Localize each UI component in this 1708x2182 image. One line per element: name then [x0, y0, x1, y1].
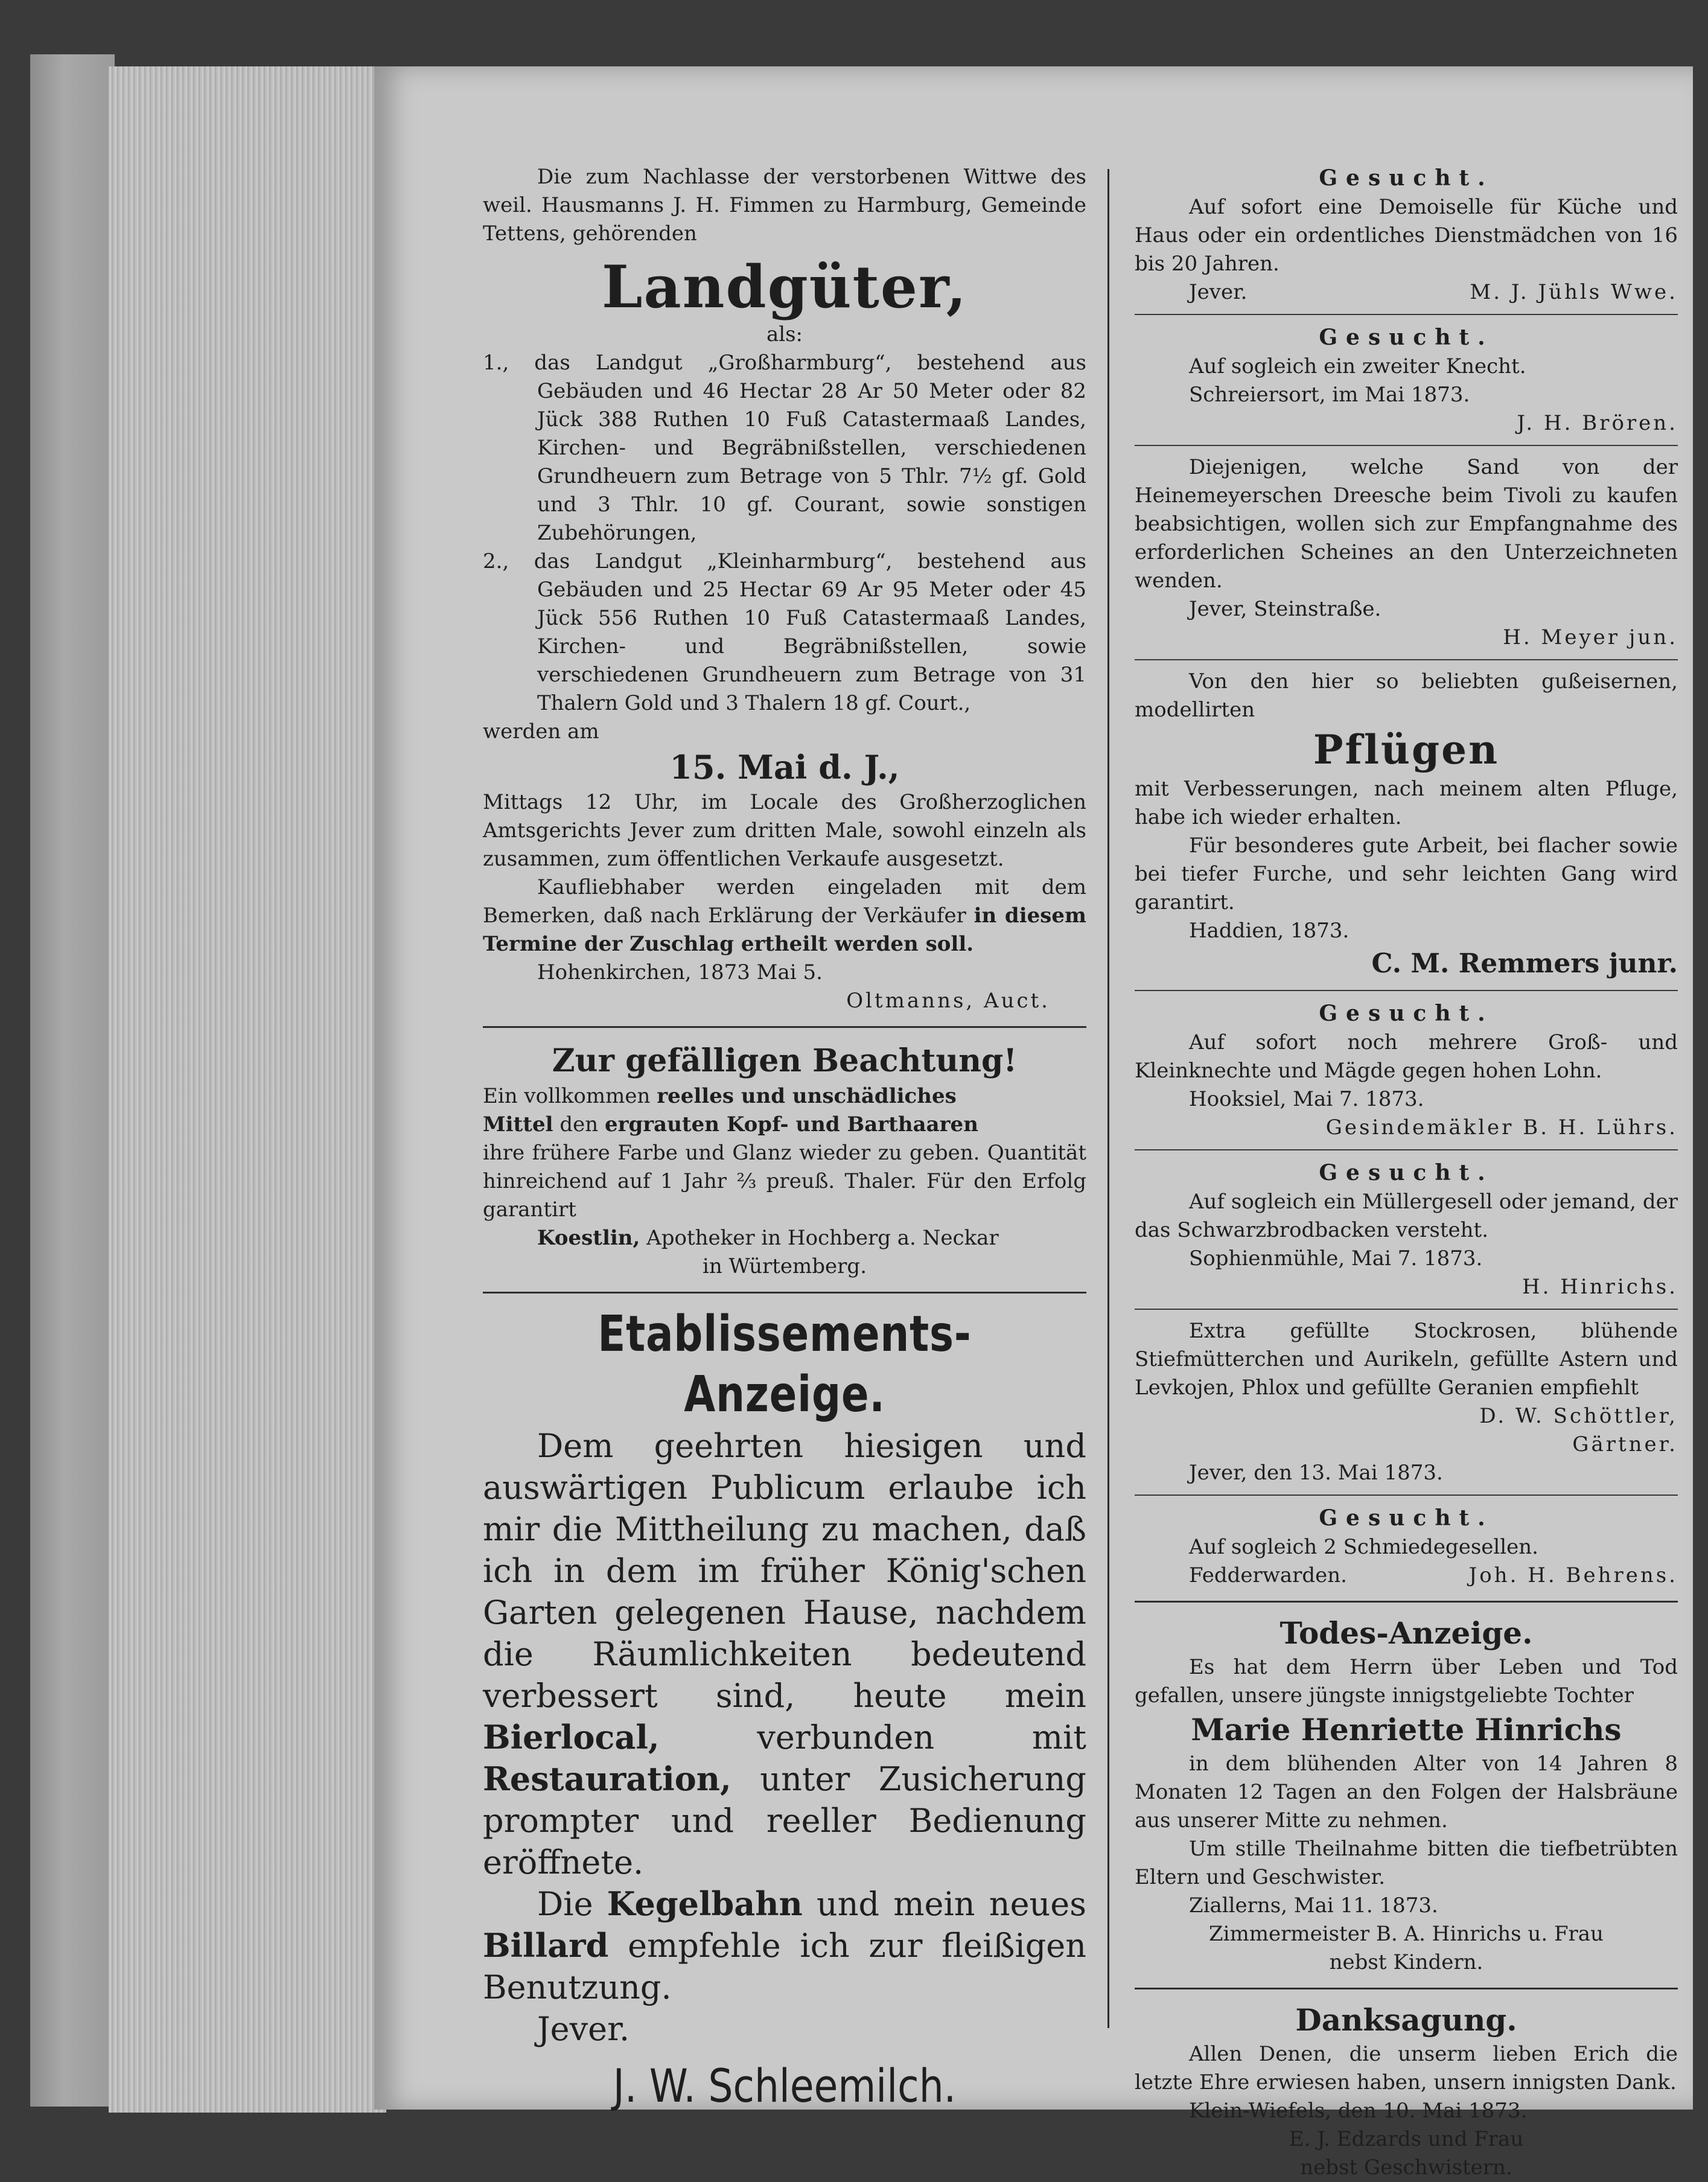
landgueter-werden: werden am — [483, 719, 599, 744]
gesucht-place: Schreiersort, im Mai 1873. — [1189, 383, 1470, 407]
page-stack — [109, 66, 386, 2113]
right-column — [1135, 163, 1678, 2182]
todes-body-3: Um stille Theilnahme bitten die tiefbetrübten Eltern und Geschwister. — [1135, 1837, 1678, 1889]
gesucht-signer: J. H. Brören. — [1517, 411, 1678, 435]
todes-name: Marie Henriette Hinrichs — [1191, 1712, 1622, 1747]
todes-body-1: Es hat dem Herrn über Leben und Tod gefallen, unsere jüngste innigstgeliebte Tochter — [1135, 1655, 1678, 1708]
todes-signer-1: Zimmermeister B. A. Hinrichs u. Frau — [1209, 1922, 1604, 1946]
remedy-signer-rest: Apotheker in Hochberg a. Neckar — [646, 1226, 999, 1250]
landgueter-als: als: — [766, 322, 803, 346]
landgueter-date: 15. Mai d. J., — [669, 748, 900, 786]
gesucht-body: Auf sofort eine Demoiselle für Küche und Haus oder ein ordentliches Dienstmädchen von 16 bis 20 Jahren. — [1135, 195, 1678, 276]
etablissement-body-2 — [483, 1883, 1086, 2008]
divider — [1135, 990, 1678, 991]
dank-signer-2: nebst Geschwistern. — [1300, 2155, 1512, 2180]
remedy-signer — [483, 1224, 1086, 1252]
divider — [1135, 1601, 1678, 1603]
pfluegen-signer: C. M. Remmers junr. — [1371, 948, 1678, 979]
gesucht-signer: H. Hinrichs. — [1522, 1275, 1678, 1299]
gesucht-signer: M. J. Jühls Wwe. — [1470, 280, 1678, 304]
etablissement-title: Etablissements-Anzeige. — [597, 1306, 972, 1423]
gesucht-line: Auf sogleich 2 Schmiedegesellen. — [1189, 1535, 1538, 1559]
gesucht-heading: Gesucht. — [1319, 165, 1494, 191]
landgueter-body-2 — [483, 873, 1086, 959]
gesucht-signer: Gesindemäkler B. H. Lührs. — [1325, 1115, 1678, 1140]
divider — [1135, 445, 1678, 446]
gesucht-footer — [1135, 1562, 1678, 1590]
etab-body-2a: Die — [537, 1885, 593, 1923]
flowers-signer: D. W. Schöttler, — [1479, 1404, 1678, 1428]
etablissement-place: Jever. — [537, 2010, 630, 2048]
pfluegen-body-1: mit Verbesserungen, nach meinem alten Pfluge, habe ich wieder erhalten. — [1135, 777, 1678, 829]
newspaper-page — [374, 66, 1693, 2180]
remedy-line-2b: den — [559, 1112, 599, 1137]
gesucht-heading: Gesucht. — [1319, 1505, 1494, 1531]
gesucht-body: Auf sogleich ein Müllergesell oder jemand, der das Schwarzbrodbacken versteht. — [1135, 1190, 1678, 1242]
remedy-line-3: ihre frühere Farbe und Glanz wieder zu geben. Quantität hinreichend auf 1 Jahr ⅔ preuß. Thaler. Für den Erfolg garantirt — [483, 1141, 1086, 1222]
gesucht-place: Fedderwarden. — [1189, 1563, 1347, 1587]
todes-title: Todes-Anzeige. — [1279, 1615, 1533, 1651]
pfluegen-title: Pflügen — [1313, 726, 1500, 773]
beachtung-title: Zur gefälligen Beachtung! — [552, 1042, 1018, 1079]
gesucht-signer: Joh. H. Behrens. — [1468, 1563, 1678, 1587]
landgueter-body-1: Mittags 12 Uhr, im Locale des Großherzoglichen Amtsgerichts Jever zum dritten Male, sowohl einzeln als zusammen, zum öffentlichen Verkaufe ausgesetzt. — [483, 790, 1086, 871]
gesucht-heading: Gesucht. — [1319, 1001, 1494, 1026]
gesucht-place: Hooksiel, Mai 7. 1873. — [1189, 1087, 1424, 1111]
todes-signer-2: nebst Kindern. — [1329, 1950, 1483, 1974]
gesucht-place: Jever. — [1189, 280, 1248, 304]
etab-body-2b: Kegelbahn — [607, 1884, 803, 1923]
remedy-line-2 — [483, 1111, 1086, 1139]
gesucht-ad-1 — [1135, 163, 1678, 307]
gesucht-body: Auf sofort noch mehrere Groß- und Kleinknechte und Mägde gegen hohen Lohn. — [1135, 1030, 1678, 1083]
sand-body: Diejenigen, welche Sand von der Heinemeyerschen Dreesche beim Tivoli zu kaufen beabsichtigen, wollen sich zur Empfangnahme des erforderlichen Scheines an den Unterzeichneten wenden. — [1135, 455, 1678, 593]
etab-body-1b: Bierlocal, — [483, 1718, 660, 1756]
divider — [1135, 314, 1678, 315]
remedy-signer-name: Koestlin, — [537, 1226, 640, 1250]
remedy-line-2a: Mittel — [483, 1112, 553, 1137]
dank-signer-1: E. J. Edzards und Frau — [1289, 2127, 1524, 2151]
gesucht-line: Auf sogleich ein zweiter Knecht. — [1189, 354, 1526, 378]
flowers-body: Extra gefüllte Stockrosen, blühende Stiefmütterchen und Aurikeln, gefüllte Astern und Levkojen, Phlox und gefüllte Geranien empfiehlt — [1135, 1319, 1678, 1400]
divider — [1135, 659, 1678, 660]
death-notice — [1135, 1613, 1678, 1977]
column-divider — [1107, 169, 1109, 2028]
gesucht-ad-4 — [1135, 1158, 1678, 1301]
gesucht-footer — [1135, 278, 1678, 307]
etablissement-advertisement — [483, 1304, 1086, 2116]
divider — [1135, 1988, 1678, 1989]
danksagung-notice — [1135, 2000, 1678, 2182]
etablissement-body-1 — [483, 1425, 1086, 1883]
remedy-signer-place: in Würtemberg. — [702, 1254, 867, 1278]
remedy-line-1 — [483, 1082, 1086, 1111]
divider — [483, 1026, 1086, 1028]
left-column — [483, 163, 1086, 2116]
remedy-line-1a: Ein vollkommen — [483, 1084, 651, 1108]
gesucht-place: Sophienmühle, Mai 7. 1873. — [1189, 1246, 1483, 1271]
gesucht-ad-5 — [1135, 1503, 1678, 1590]
pfluegen-line-1: Von den hier so beliebten gußeisernen, modellirten — [1135, 669, 1678, 722]
remedy-line-1b: reelles und unschädliches — [657, 1084, 957, 1108]
etab-body-2e: empfehle ich zur fleißigen Benutzung. — [483, 1927, 1086, 2006]
divider — [1135, 1495, 1678, 1496]
pfluegen-place: Haddien, 1873. — [1189, 919, 1350, 943]
pfluegen-body-2: Für besonderes gute Arbeit, bei flacher sowie bei tiefer Furche, und sehr leichten Gang wird garantirt. — [1135, 834, 1678, 914]
etab-body-1a: Dem geehrten hiesigen und auswärtigen Publicum erlaube ich mir die Mittheilung zu machen, daß ich in dem im früher König'schen Garten gelegenen Hause, nachdem die Räumlichkeiten bedeutend verbessert sind, heute mein — [483, 1427, 1086, 1715]
flowers-advertisement — [1135, 1317, 1678, 1487]
flowers-place: Jever, den 13. Mai 1873. — [1189, 1461, 1443, 1485]
book-cover-edge — [30, 54, 115, 2107]
divider — [1135, 1149, 1678, 1150]
landgueter-item-1: 1., das Landgut „Großharmburg“, bestehend aus Gebäuden und 46 Hectar 28 Ar 50 Meter oder 82 Jück 388 Ruthen 10 Fuß Catastermaaß Landes, Kirchen- und Begräbnißstellen, verschiedenen Grundheuern zum Betrage von 5 Thlr. 7½ gf. Gold und 3 Thlr. 10 gf. Courant, sowie sonstigen Zubehörungen, — [483, 351, 1086, 545]
landgueter-body-2b: in diesem Termine der Zuschlag ertheilt werden soll. — [483, 904, 1087, 956]
landgueter-item-2: 2., das Landgut „Kleinharmburg“, bestehend aus Gebäuden und 25 Hectar 69 Ar 95 Meter oder 45 Jück 556 Ruthen 10 Fuß Catastermaaß Landes, Kirchen- und Begräbnißstellen, sowie verschiedenen Grundheuern zum Betrage von 31 Thalern Gold und 3 Thalern 18 gf. Court., — [483, 549, 1086, 715]
landgueter-body-2a: Kaufliebhaber werden eingeladen mit dem Bemerken, daß nach Erklärung der Verkäufer — [483, 875, 1086, 928]
landgueter-title: Landgüter, — [602, 253, 967, 321]
gesucht-heading: Gesucht. — [1319, 1160, 1494, 1185]
gesucht-heading: Gesucht. — [1319, 325, 1494, 350]
sand-signer: H. Meyer jun. — [1503, 625, 1678, 649]
etab-body-1e: unter Zusicherung prompter und reeller Bedienung eröffnete. — [483, 1760, 1086, 1881]
etab-body-2d: Billard — [483, 1926, 609, 1965]
remedy-line-2c: ergrauten Kopf- und Barthaaren — [604, 1112, 978, 1137]
todes-place: Ziallerns, Mai 11. 1873. — [1189, 1893, 1438, 1918]
todes-body-2: in dem blühenden Alter von 14 Jahren 8 Monaten 12 Tagen an den Folgen der Halsbräune aus unserer Mitte zu nehmen. — [1135, 1752, 1678, 1833]
divider — [483, 1292, 1086, 1294]
pfluegen-advertisement — [1135, 668, 1678, 983]
landgueter-intro: Die zum Nachlasse der verstorbenen Wittwe des weil. Hausmanns J. H. Fimmen zu Harmburg, Gemeinde Tettens, gehörenden — [483, 165, 1086, 246]
etab-body-1c: verbunden mit — [757, 1718, 1086, 1756]
etablissement-signer: J. W. Schleemilch. — [613, 2059, 957, 2113]
sand-notice — [1135, 453, 1678, 652]
sand-place: Jever, Steinstraße. — [1189, 597, 1381, 621]
dank-place: Klein-Wiefels, den 10. Mai 1873. — [1189, 2099, 1528, 2123]
landgueter-place: Hohenkirchen, 1873 Mai 5. — [537, 960, 823, 984]
gesucht-ad-2 — [1135, 322, 1678, 438]
dank-body: Allen Denen, die unserm lieben Erich die letzte Ehre erwiesen haben, unsern innigsten Dank. — [1135, 2042, 1678, 2094]
etab-body-1d: Restauration, — [483, 1759, 731, 1798]
gesucht-ad-3 — [1135, 998, 1678, 1142]
dank-title: Danksagung. — [1295, 2002, 1517, 2038]
etab-body-2c: und mein neues — [817, 1885, 1086, 1923]
landgueter-advertisement — [483, 163, 1086, 1015]
flowers-signer-title: Gärtner. — [1572, 1432, 1678, 1456]
landgueter-signer: Oltmanns, Auct. — [846, 989, 1050, 1013]
divider — [1135, 1309, 1678, 1310]
hair-remedy-advertisement — [483, 1040, 1086, 1281]
